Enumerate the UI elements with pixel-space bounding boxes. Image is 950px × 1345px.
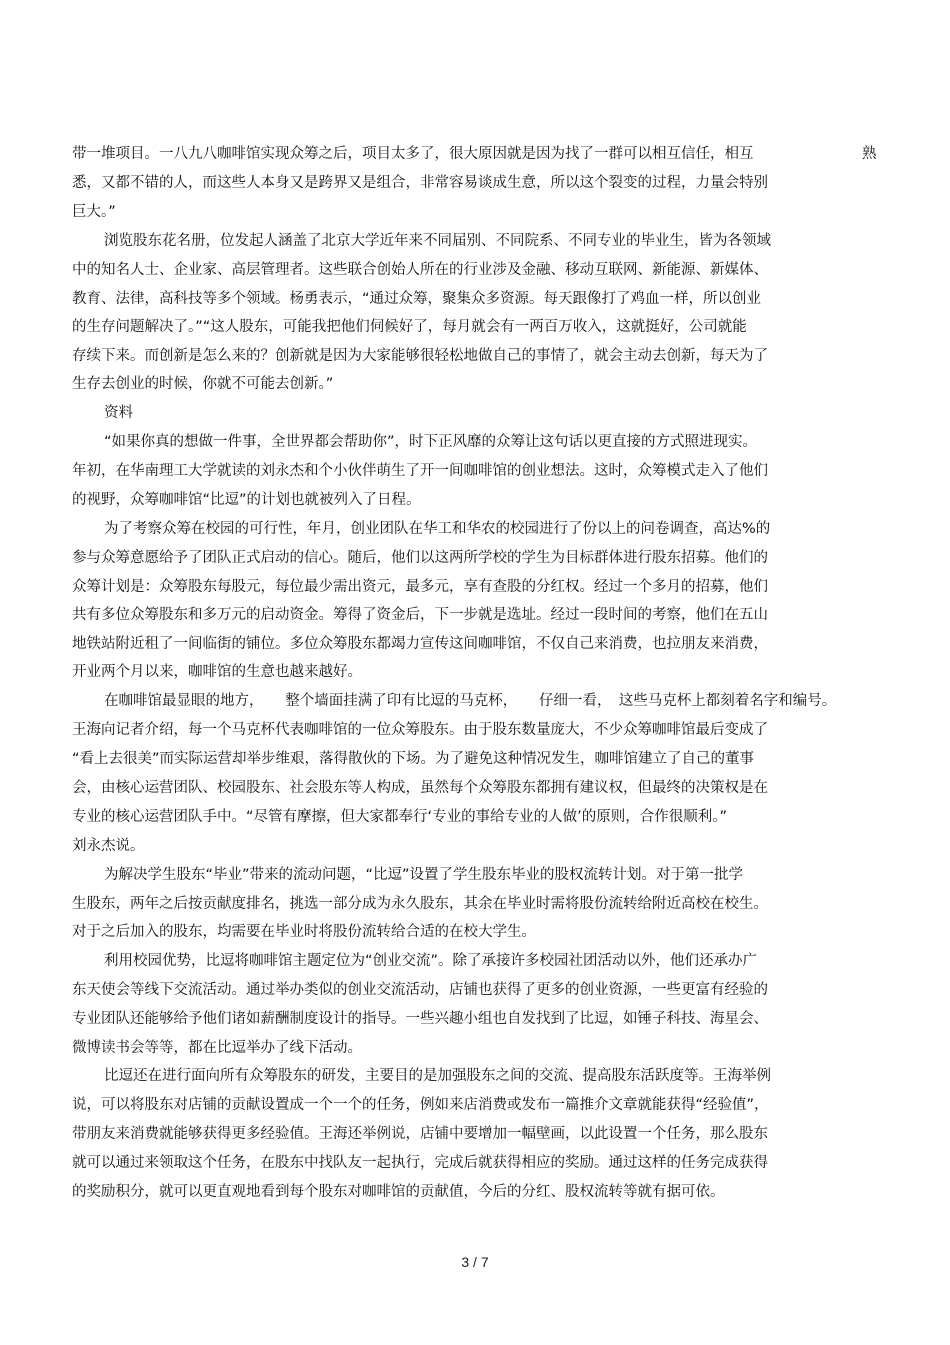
text-line: 的生存问题解决了。”“这人股东，可能我把他们伺候好了，每月就会有一两百万收入，这就挺好，公司就能 [72, 319, 747, 335]
text-line: 生存去创业的时候，你就不可能去创新。” [72, 376, 334, 392]
text-line: 开业两个月以来，咖啡馆的生意也越来越好。 [72, 664, 362, 680]
paragraph-first-line: 浏览股东花名册，位发起人涵盖了北京大学近年来不同届别、不同院系、不同专业的毕业生，皆为各领域 [104, 233, 771, 249]
text-line: 会，由核心运营团队、校园股东、社会股东等人构成，虽然每个众筹股东都拥有建议权，但最终的决策权是在 [72, 780, 768, 796]
text-line: 王海向记者介绍，每一个马克杯代表咖啡馆的一位众筹股东。由于股东数量庞大，不少众筹咖啡馆最后变成了 [72, 722, 768, 738]
text-line: 带朋友来消费就能够获得更多经验值。王海还举例说，店铺中要增加一幅壁画，以此设置一个任务，那么股东 [72, 1126, 768, 1142]
text-line: 中的知名人士、企业家、高层管理者。这些联合创始人所在的行业涉及金融、移动互联网、新能源、新媒体、 [72, 262, 768, 278]
text-line: 的视野，众筹咖啡馆“比逗”的计划也就被列入了日程。 [72, 492, 421, 508]
page-number: 3 / 7 [461, 1254, 489, 1270]
text-line: 参与众筹意愿给予了团队正式启动的信心。随后，他们以这两所学校的学生为目标群体进行股东招募。他们的 [72, 550, 768, 566]
paragraph-first-line: 在咖啡馆最显眼的地方， 整个墙面挂满了印有比逗的马克杯， 仔细一看， 这些马克杯上都刻着名字和编号。 [104, 693, 837, 709]
section-label: 资料 [104, 405, 133, 421]
text-line: 生股东，两年之后按贡献度排名，挑选一部分成为永久股东，其余在毕业时需将股份流转给附近高校在校生。 [72, 896, 768, 912]
text-line: 专业的核心运营团队手中。“尽管有摩擦，但大家都奉行‘专业的事给专业的人做’的原则，合作很顺利。” [72, 809, 727, 825]
text-line: 的奖励积分，就可以更直观地看到每个股东对咖啡馆的贡献值，今后的分红、股权流转等就有据可依。 [72, 1184, 725, 1200]
text-line: 东天使会等线下交流活动。通过举办类似的创业交流活动，店铺也获得了更多的创业资源，一些更富有经验的 [72, 982, 768, 998]
text-line: 对于之后加入的股东，均需要在毕业时将股份流转给合适的在校大学生。 [72, 924, 536, 940]
text-line: 教育、法律，高科技等多个领域。杨勇表示，“通过众筹，聚集众多资源。每天跟像打了鸡血一样，所以创业 [72, 291, 762, 307]
text-line: 就可以通过来领取这个任务，在股东中找队友一起执行，完成后就获得相应的奖励。通过这样的任务完成获得 [72, 1155, 768, 1171]
text-line-end-char: 熟 [862, 146, 877, 162]
text-line: 悉，又都不错的人，而这些人本身又是跨界又是组合，非常容易谈成生意，所以这个裂变的过程，力量会特别 [72, 175, 768, 191]
text-line: 刘永杰说。 [72, 838, 145, 854]
paragraph-first-line: 为了考察众筹在校园的可行性，年月，创业团队在华工和华农的校园进行了份以上的问卷调查，高达%的 [104, 521, 771, 537]
text-line: “看上去很美”而实际运营却举步维艰，落得散伙的下场。为了避免这种情况发生，咖啡馆建立了自己的董事 [72, 751, 755, 767]
paragraph-first-line: 比逗还在进行面向所有众筹股东的研发，主要目的是加强股东之间的交流、提高股东活跃度等。王海举例 [104, 1068, 771, 1084]
paragraph-first-line: 利用校园优势，比逗将咖啡馆主题定位为“创业交流”。除了承接许多校园社团活动以外，他们还承办广 [104, 953, 758, 969]
text-line: 说，可以将股东对店铺的贡献设置成一个一个的任务，例如来店消费或发布一篇推介文章就能获得“经验值”， [72, 1097, 769, 1113]
text-line: 专业团队还能够给予他们诸如薪酬制度设计的指导。一些兴趣小组也自发找到了比逗，如锤子科技、海星会、 [72, 1011, 768, 1027]
text-line: 共有多位众筹股东和多万元的启动资金。筹得了资金后，下一步就是选址。经过一段时间的考察，他们在五山 [72, 607, 768, 623]
text-line: 带一堆项目。一八九八咖啡馆实现众筹之后，项目太多了，很大原因就是因为找了一群可以相互信任，相互 [72, 146, 754, 162]
paragraph-first-line: “如果你真的想做一件事，全世界都会帮助你”，时下正风靡的众筹让这句话以更直接的方式照进现实。 [104, 434, 758, 450]
text-line: 众筹计划是：众筹股东每股元，每位最少需出资元，最多元，享有查股的分红权。经过一个多月的招募，他们 [72, 579, 768, 595]
text-line: 存续下来。而创新是怎么来的？创新就是因为大家能够很轻松地做自己的事情了，就会主动去创新，每天为了 [72, 348, 768, 364]
paragraph-first-line: 为解决学生股东“毕业”带来的流动问题，“比逗”设置了学生股东毕业的股权流转计划。对于第一批学 [104, 867, 744, 883]
text-line: 巨大。” [72, 204, 116, 220]
text-line: 微博读书会等等，都在比逗举办了线下活动。 [72, 1040, 362, 1056]
text-line: 年初，在华南理工大学就读的刘永杰和个小伙伴萌生了开一间咖啡馆的创业想法。这时，众筹模式走入了他们 [72, 463, 768, 479]
text-line: 地铁站附近租了一间临街的铺位。多位众筹股东都竭力宣传这间咖啡馆，不仅自己来消费，也拉朋友来消费， [72, 636, 768, 652]
